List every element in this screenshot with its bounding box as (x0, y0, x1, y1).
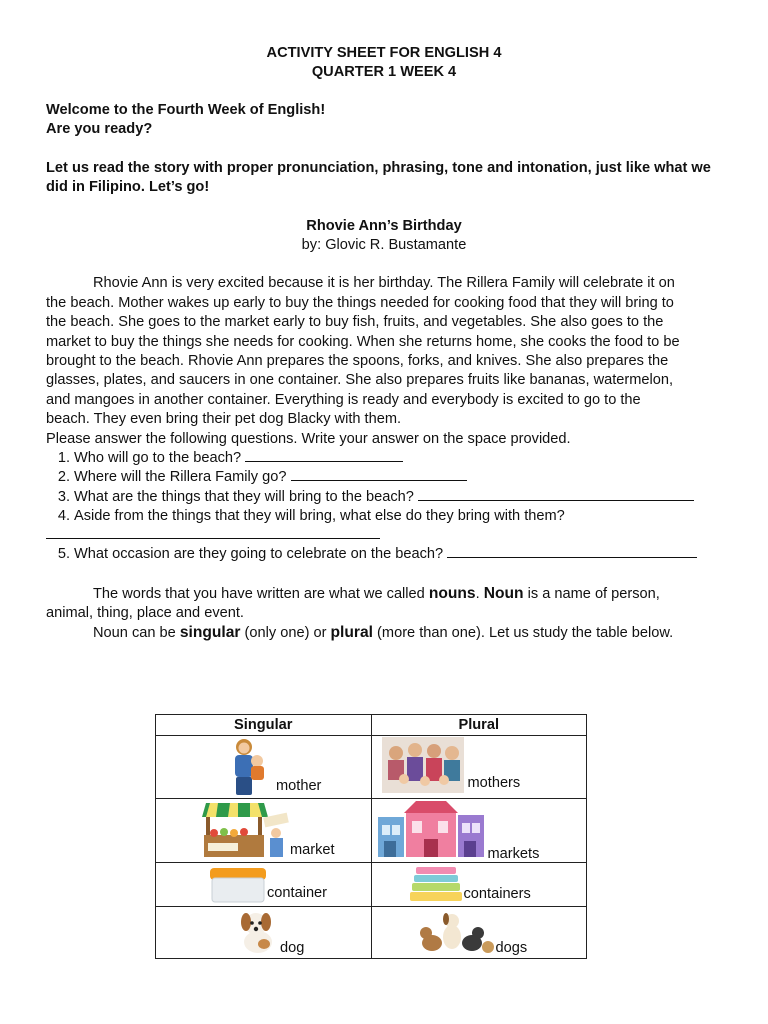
story-title: Rhovie Ann’s Birthday (306, 217, 462, 234)
answer-blank-1[interactable] (245, 449, 403, 462)
answer-blank-2[interactable] (291, 468, 467, 481)
plural-word: dogs (495, 940, 528, 956)
questions-list (46, 449, 722, 564)
question-item: 1. Who will go to the beach? (46, 449, 722, 468)
singular-cell (156, 736, 372, 799)
mother-child-icon (224, 737, 272, 797)
question-item: 5. What occasion are they going to celebrate on the beach? (46, 545, 722, 564)
story-heading (46, 217, 722, 256)
nouns-definition: The words that you have written are what we called nouns. Noun is a name of person, animal, thing, place and event. (46, 584, 660, 621)
plural-word: markets (487, 846, 540, 862)
answer-blank-5[interactable] (447, 545, 697, 558)
puppy-icon (234, 908, 280, 956)
food-container-icon (208, 866, 268, 904)
plural-cell (371, 907, 587, 959)
singular-plural-definition: Noun can be singular (only one) or plural (more than one). Let us study the table below. (93, 624, 674, 642)
question-item (46, 526, 722, 545)
story-text: Rhovie Ann is very excited because it is her birthday. The Rillera Family will celebrate it on the beach. Mother wakes up early to buy the things needed for cooking food that they will bring to the beach. She goes to the market early to buy fish, fruits, and vegetables. She also goes to the market to buy the things she needs for cooking. When she returns home, she cooks the food to be brought to the beach. Rhovie Ann prepares the spoons, forks, and knives. She also prepares the glasses, plates, and saucers in one container. She also prepares fruits like bananas, watermelon, and mangoes in another container. Everything is ready and everybody is excited to go to the beach. They even bring their pet dog Blacky with them. (46, 275, 680, 428)
singular-word: dog (280, 940, 305, 956)
table-row (156, 907, 587, 959)
table-row (156, 863, 587, 907)
answer-blank-3[interactable] (418, 488, 694, 501)
table-row (156, 799, 587, 863)
story-author: by: Glovic R. Bustamante (301, 237, 467, 254)
question-item: 4. Aside from the things that they will bring, what else do they bring with them? (57, 507, 565, 524)
plural-cell (371, 799, 587, 863)
header-singular: Singular (156, 715, 372, 736)
plural-word: containers (463, 886, 531, 902)
table-row (156, 736, 587, 799)
noun-table (155, 714, 587, 959)
group-of-mothers-icon (382, 737, 464, 793)
header-plural: Plural (371, 715, 587, 736)
plural-cell (371, 736, 587, 799)
market-buildings-icon (376, 799, 486, 861)
reading-instruction: Let us read the story with proper pronunciation, phrasing, tone and intonation, just like what we did in Filipino. Let’s go! (46, 159, 711, 196)
questions-intro: Please answer the following questions. Write your answer on the space provided. (46, 430, 571, 447)
sheet-title: ACTIVITY SHEET FOR ENGLISH 4 (266, 45, 502, 61)
singular-word: mother (276, 778, 322, 794)
singular-cell (156, 863, 372, 907)
singular-word: market (290, 842, 335, 858)
activity-sheet (46, 44, 722, 644)
sheet-header (46, 44, 722, 82)
question-item: 2. Where will the Rillera Family go? (46, 468, 722, 487)
question-item: 3. What are the things that they will bring to the beach? (46, 488, 722, 507)
plural-word: mothers (467, 775, 521, 791)
singular-word: container (267, 885, 328, 901)
singular-cell (156, 907, 372, 959)
welcome-message: Welcome to the Fourth Week of English! Are you ready? (46, 102, 326, 138)
answer-blank-4[interactable] (46, 526, 380, 539)
group-of-dogs-icon (416, 909, 496, 955)
market-stall-icon (200, 799, 292, 861)
sheet-subtitle: QUARTER 1 WEEK 4 (311, 64, 457, 80)
stacked-containers-icon (408, 865, 464, 903)
plural-cell (371, 863, 587, 907)
singular-cell (156, 799, 372, 863)
